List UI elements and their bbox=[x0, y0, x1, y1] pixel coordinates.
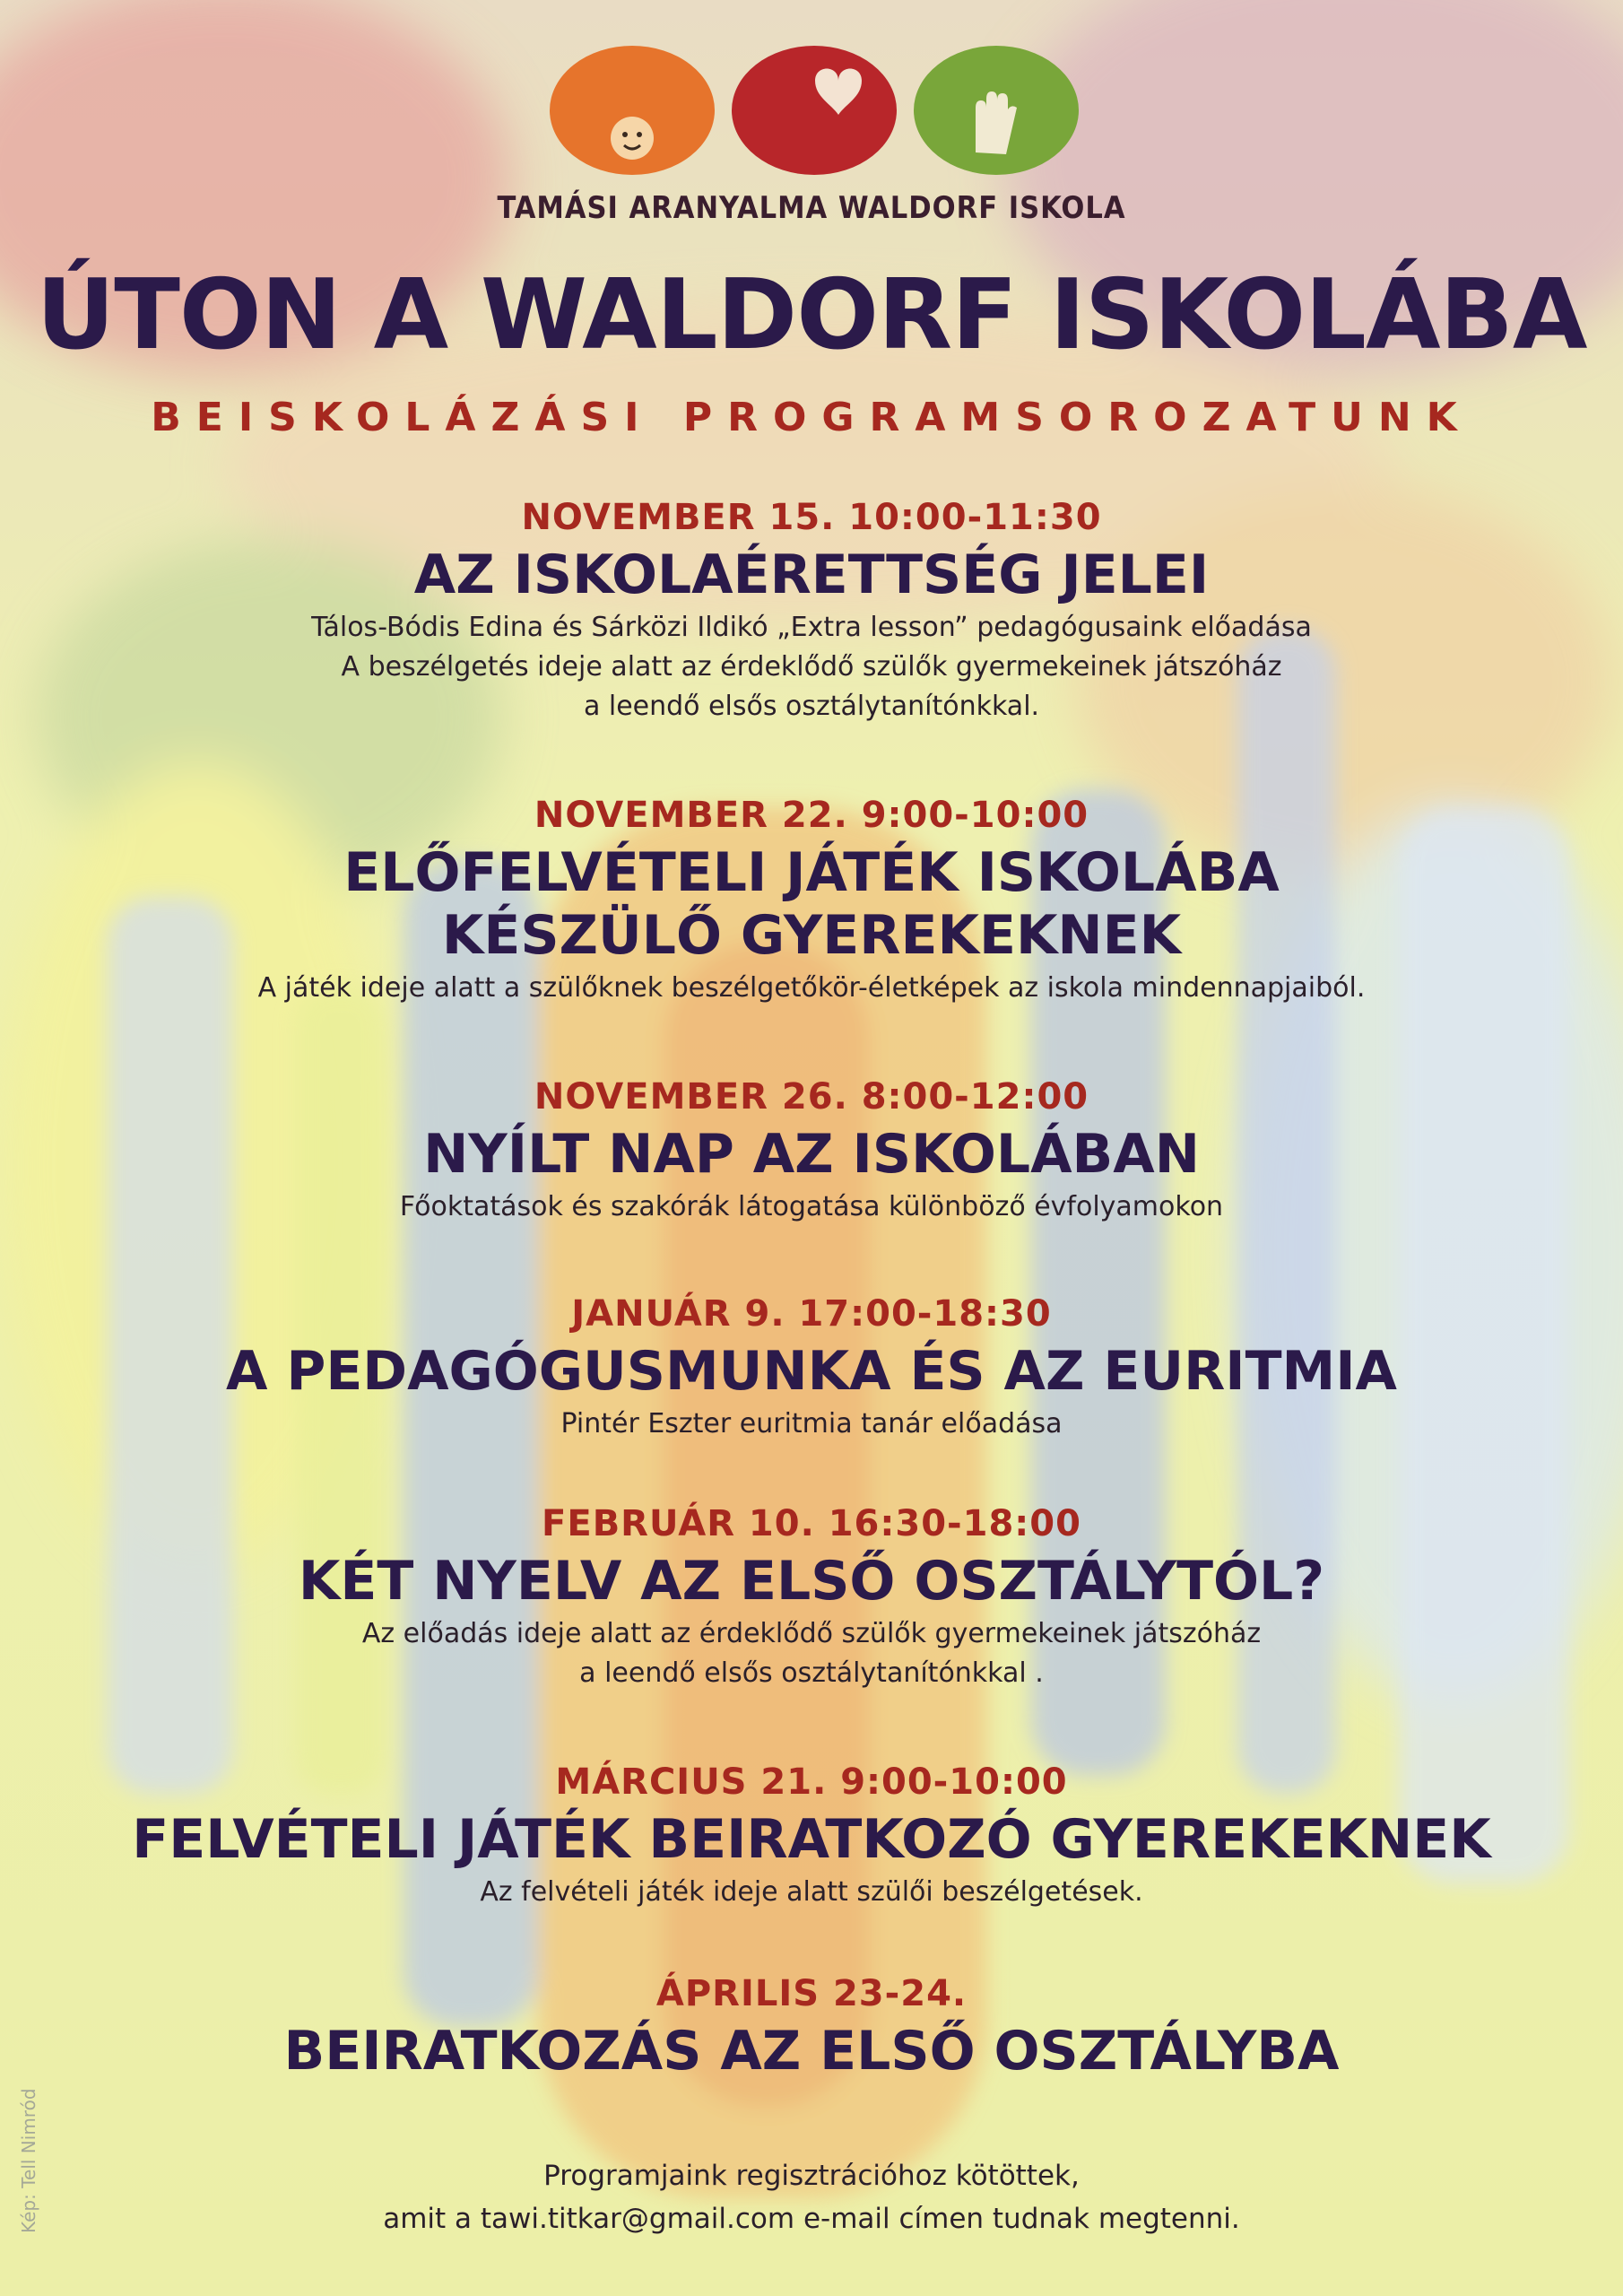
event-date: NOVEMBER 26. 8:00-12:00 bbox=[534, 1076, 1089, 1118]
event-description-line: Főoktatások és szakórák látogatása különböző évfolyamokon bbox=[399, 1191, 1224, 1222]
event-description bbox=[54, 1873, 1569, 1912]
event-title-line: KÉSZÜLŐ GYEREKEKNEK bbox=[441, 904, 1182, 967]
event-description bbox=[54, 1405, 1569, 1444]
event-description-line: Pintér Eszter euritmia tanár előadása bbox=[560, 1408, 1063, 1439]
event-item bbox=[54, 495, 1569, 726]
event-description-line: Az előadás ideje alatt az érdeklődő szülők gyermekeinek játszóház bbox=[361, 1618, 1262, 1649]
event-title-line: ELŐFELVÉTELI JÁTÉK ISKOLÁBA bbox=[343, 841, 1280, 904]
event-title: A PEDAGÓGUSMUNKA ÉS AZ EURITMIA bbox=[226, 1340, 1397, 1403]
event-title: AZ ISKOLAÉRETTSÉG JELEI bbox=[413, 544, 1210, 606]
event-date: ÁPRILIS 23-24. bbox=[655, 1973, 968, 2014]
page-title: ÚTON A WALDORF ISKOLÁBA bbox=[36, 259, 1587, 371]
event-description-line: Tálos-Bódis Edina és Sárközi Ildikó „Extra lesson” pedagógusaink előadása bbox=[311, 612, 1312, 643]
event-item bbox=[54, 1501, 1569, 1693]
event-description-line: a leendő elsős osztálytanítónkkal. bbox=[583, 691, 1040, 722]
event-date: JANUÁR 9. 17:00-18:30 bbox=[571, 1293, 1052, 1335]
registration-note-line: amit a tawi.titkar@gmail.com e-mail címen tudnak megtenni. bbox=[383, 2203, 1240, 2235]
registration-note bbox=[0, 2154, 1623, 2240]
event-description-line: A beszélgetés ideje alatt az érdeklődő szülők gyermekeinek játszóház bbox=[341, 651, 1282, 683]
event-date: FEBRUÁR 10. 16:30-18:00 bbox=[542, 1503, 1081, 1544]
event-description-line: a leendő elsős osztálytanítónkkal . bbox=[579, 1657, 1044, 1689]
event-description bbox=[54, 969, 1569, 1008]
event-description bbox=[54, 608, 1569, 726]
green-apple-hand-icon bbox=[913, 45, 1080, 176]
school-name: TAMÁSI ARANYALMA WALDORF ISKOLA bbox=[497, 190, 1126, 226]
event-title: BEIRATKOZÁS AZ ELSŐ OSZTÁLYBA bbox=[283, 2020, 1340, 2083]
event-title bbox=[54, 841, 1569, 967]
event-title: NYÍLT NAP AZ ISKOLÁBAN bbox=[423, 1123, 1200, 1186]
red-apple-heart-icon bbox=[731, 45, 898, 176]
orange-apple-face-icon bbox=[549, 45, 716, 176]
event-item bbox=[54, 1074, 1569, 1227]
event-date: MÁRCIUS 21. 9:00-10:00 bbox=[555, 1761, 1068, 1803]
event-title: KÉT NYELV AZ ELSŐ OSZTÁLYTÓL? bbox=[298, 1550, 1325, 1613]
image-credit: Kép: Tell Nimród bbox=[18, 2088, 39, 2233]
event-description-line: A játék ideje alatt a szülőknek beszélgetőkör-életképek az iskola mindennapjaiból. bbox=[257, 972, 1366, 1004]
event-date: NOVEMBER 15. 10:00-11:30 bbox=[521, 497, 1102, 538]
school-logo bbox=[549, 45, 1080, 188]
event-description bbox=[54, 1614, 1569, 1693]
event-description bbox=[54, 1187, 1569, 1227]
event-date: NOVEMBER 22. 9:00-10:00 bbox=[534, 795, 1089, 836]
page-subtitle: BEISKOLÁZÁSI PROGRAMSOROZATUNK bbox=[151, 395, 1472, 440]
event-item bbox=[54, 1292, 1569, 1444]
event-description-line: Az felvételi játék ideje alatt szülői beszélgetések. bbox=[480, 1876, 1143, 1908]
event-item bbox=[54, 1760, 1569, 1912]
event-title: FELVÉTELI JÁTÉK BEIRATKOZÓ GYEREKEKNEK bbox=[132, 1808, 1491, 1871]
event-item bbox=[54, 793, 1569, 1008]
registration-note-line: Programjaink regisztrációhoz kötöttek, bbox=[543, 2160, 1080, 2192]
event-item bbox=[54, 1971, 1569, 2083]
